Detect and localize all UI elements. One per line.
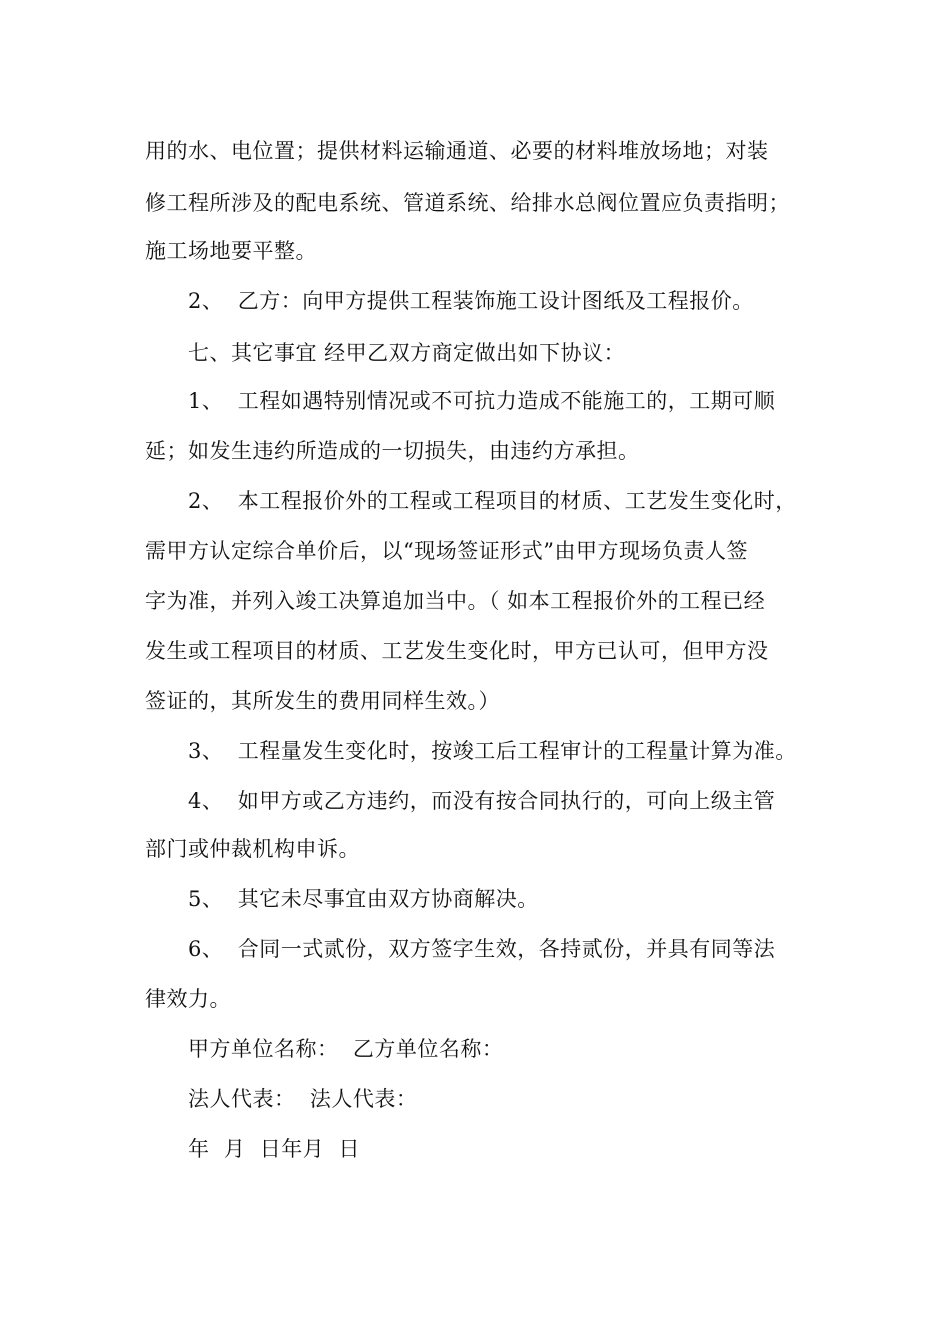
paragraph-line: 需甲方认定综合单价后，以“现场签证形式”由甲方现场负责人签: [145, 539, 748, 563]
paragraph-line: 5、 其它未尽事宜由双方协商解决。: [188, 887, 539, 911]
paragraph-line: 2、 本工程报价外的工程或工程项目的材质、工艺发生变化时，: [188, 489, 797, 513]
paragraph-line: 2、 乙方：向甲方提供工程装饰施工设计图纸及工程报价。: [188, 289, 754, 313]
paragraph-line: 修工程所涉及的配电系统、管道系统、给排水总阀位置应负责指明；: [145, 191, 790, 215]
paragraph-line: 部门或仲裁机构申诉。: [145, 837, 360, 861]
paragraph-line: 6、 合同一式贰份，双方签字生效，各持贰份，并具有同等法: [188, 937, 776, 961]
paragraph-line: 签证的，其所发生的费用同样生效。）: [145, 689, 500, 713]
paragraph-line: 3、 工程量发生变化时，按竣工后工程审计的工程量计算为准。: [188, 739, 797, 763]
paragraph-line: 1、 工程如遇特别情况或不可抗力造成不能施工的，工期可顺: [188, 389, 776, 413]
paragraph-line: 字为准，并列入竣工决算追加当中。（ 如本工程报价外的工程已经: [145, 589, 766, 613]
paragraph-line: 律效力。: [145, 987, 231, 1011]
signature-legal-representatives: 法人代表： 法人代表：: [188, 1087, 418, 1111]
paragraph-line: 用的水、电位置；提供材料运输通道、必要的材料堆放场地；对装: [145, 139, 769, 163]
paragraph-line: 延；如发生违约所造成的一切损失，由违约方承担。: [145, 439, 640, 463]
signature-dates: 年 月 日年月 日: [188, 1137, 361, 1161]
section-heading: 七、其它事宜 经甲乙双方商定做出如下协议：: [188, 341, 626, 365]
signature-party-names: 甲方单位名称： 乙方单位名称：: [188, 1037, 504, 1061]
paragraph-line: 施工场地要平整。: [145, 239, 317, 263]
paragraph-line: 4、 如甲方或乙方违约，而没有按合同执行的，可向上级主管: [188, 789, 776, 813]
paragraph-line: 发生或工程项目的材质、工艺发生变化时，甲方已认可，但甲方没: [145, 639, 769, 663]
